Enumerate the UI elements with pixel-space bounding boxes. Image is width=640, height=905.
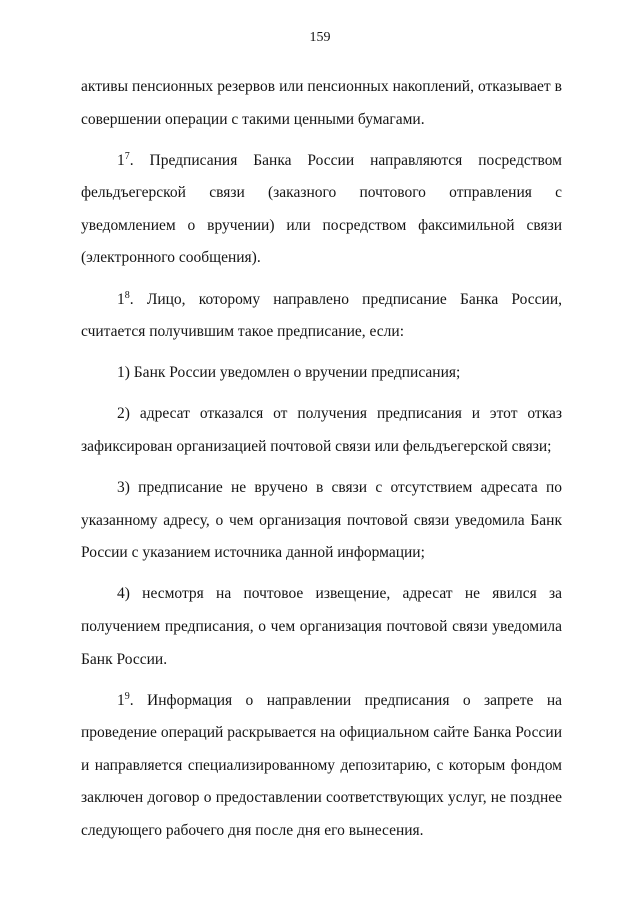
item-number: 1 bbox=[117, 290, 125, 308]
paragraph-text: . Лицо, которому направлено предписание Банка России, считается получившим такое предписание, если: bbox=[81, 290, 562, 341]
item-superscript: 7 bbox=[124, 150, 130, 162]
paragraph-text: 2) адресат отказался от получения предписания и этот отказ зафиксирован организацией почтовой связи или фельдъегерской связи; bbox=[81, 405, 562, 455]
list-item-3 bbox=[81, 472, 562, 570]
paragraph-item-1-7 bbox=[81, 145, 562, 275]
paragraph-item-1-9 bbox=[81, 685, 562, 848]
paragraph-text: активы пенсионных резервов или пенсионных накоплений, отказывает в совершении операции с такими ценными бумагами. bbox=[81, 78, 562, 128]
list-item-1 bbox=[81, 357, 562, 390]
list-item-2 bbox=[81, 398, 562, 463]
item-superscript: 9 bbox=[124, 690, 130, 702]
paragraph-text: . Предписания Банка России направляются посредством фельдъегерской связи (заказного почтового отправления с уведомлением о вручении) или посредством факсимильной связи (электронного сообщения). bbox=[81, 151, 562, 267]
paragraph-text: 3) предписание не вручено в связи с отсутствием адресата по указанному адресу, о чем организация почтовой связи уведомила Банк России с указанием источника данной информации; bbox=[81, 479, 562, 562]
paragraph-text: . Информация о направлении предписания о запрете на проведение операций раскрывается на официальном сайте Банка России и направляется специализированному депозитарию, с которым фондом заключен договор о предоставлении соответствующих услуг, не позднее следующего рабочего дня после дня его вынесения. bbox=[81, 691, 562, 839]
body-text bbox=[81, 71, 562, 856]
paragraph-item-1-8 bbox=[81, 284, 562, 349]
item-number: 1 bbox=[117, 691, 125, 709]
list-item-4 bbox=[81, 578, 562, 676]
item-number: 1 bbox=[117, 151, 125, 169]
paragraph-continuation bbox=[81, 71, 562, 136]
paragraph-text: 4) несмотря на почтовое извещение, адресат не явился за получением предписания, о чем организация почтовой связи уведомила Банк России. bbox=[81, 585, 562, 668]
item-superscript: 8 bbox=[124, 289, 130, 301]
page-number: 159 bbox=[309, 30, 331, 45]
paragraph-text: 1) Банк России уведомлен о вручении предписания; bbox=[117, 364, 461, 382]
